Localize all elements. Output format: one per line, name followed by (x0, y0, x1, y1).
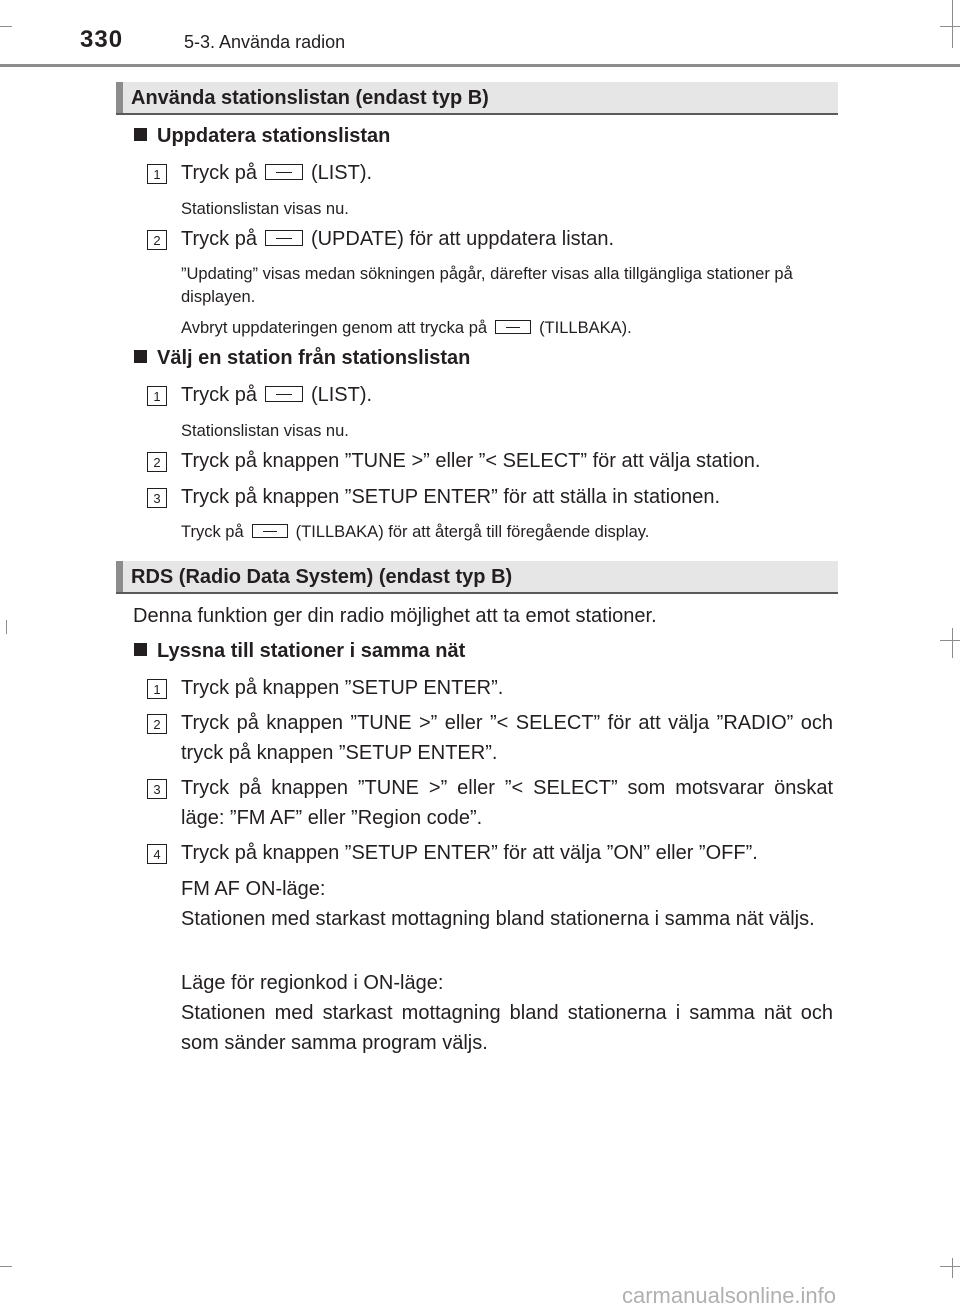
watermark: carmanualsonline.info (622, 1283, 837, 1308)
step-number: 1 (147, 386, 167, 406)
step-text: Tryck på (LIST). (181, 162, 373, 184)
subheading-update-list: Uppdatera stationslistan (134, 125, 390, 148)
crop-mark (952, 1258, 953, 1278)
update-button-icon (265, 230, 303, 246)
section-accent (116, 82, 123, 113)
bullet-square-icon (134, 350, 147, 363)
crop-mark (6, 620, 7, 634)
mode-description-fm-af: FM AF ON-läge: Stationen med starkast mottagning bland stationerna i samma nät väljs. (181, 878, 815, 930)
crop-mark (0, 1266, 12, 1267)
step-text: Tryck på knappen ”SETUP ENTER” för att välja ”ON” eller ”OFF”. (181, 842, 758, 864)
section-bar-station-list (116, 82, 838, 115)
step-note: Avbryt uppdateringen genom att trycka på (TILLBAKA). (181, 319, 632, 337)
section-bar-rds (116, 561, 838, 594)
step-number: 1 (147, 679, 167, 699)
step-note: Stationslistan visas nu. (181, 422, 349, 440)
bullet-square-icon (134, 128, 147, 141)
chapter-title: 5-3. Använda radion (184, 32, 346, 52)
step-note: ”Updating” visas medan sökningen pågår, därefter visas alla tillgängliga stationer på displayen. (181, 265, 793, 306)
crop-mark (940, 1266, 960, 1267)
crop-mark (952, 0, 953, 48)
crop-mark (0, 26, 12, 27)
step-note: Stationslistan visas nu. (181, 200, 349, 218)
step-number: 2 (147, 230, 167, 250)
subheading-same-network: Lyssna till stationer i samma nät (134, 640, 465, 663)
back-button-icon (252, 524, 288, 538)
crop-mark (940, 640, 960, 641)
section-title: RDS (Radio Data System) (endast typ B) (131, 566, 513, 588)
back-button-icon (495, 320, 531, 334)
crop-mark (952, 628, 953, 658)
header-rule (0, 64, 960, 67)
step-text: Tryck på knappen ”SETUP ENTER” för att ställa in stationen. (181, 486, 721, 508)
bullet-square-icon (134, 643, 147, 656)
page-number: 330 (80, 26, 124, 53)
step-number: 3 (147, 488, 167, 508)
step-number: 2 (147, 452, 167, 472)
step-text: Tryck på (UPDATE) för att uppdatera listan. (181, 228, 615, 250)
mode-description-region: Läge för regionkod i ON-läge: Stationen med starkast mottagning bland stationerna i samma nät och som sänder samma program väljs. (181, 972, 833, 1054)
section-title: Använda stationslistan (endast typ B) (131, 87, 489, 109)
step-text: Tryck på knappen ”SETUP ENTER”. (181, 677, 504, 699)
step-number: 1 (147, 164, 167, 184)
section-accent (116, 561, 123, 592)
step-text: Tryck på knappen ”TUNE >” eller ”< SELECT” för att välja station. (181, 450, 761, 472)
step-note: Tryck på (TILLBAKA) för att återgå till föregående display. (181, 523, 650, 541)
step-number: 4 (147, 844, 167, 864)
step-text: Tryck på knappen ”TUNE >” eller ”< SELECT” som motsvarar önskat läge: ”FM AF” eller ”Region code”. (181, 777, 833, 829)
subheading-select-station: Välj en station från stationslistan (134, 347, 470, 370)
section-intro: Denna funktion ger din radio möjlighet att ta emot stationer. (133, 605, 657, 627)
step-text: Tryck på (LIST). (181, 384, 373, 406)
list-button-icon (265, 386, 303, 402)
step-text: Tryck på knappen ”TUNE >” eller ”< SELECT” för att välja ”RADIO” och tryck på knappen ”SETUP ENTER”. (181, 712, 833, 764)
crop-mark (940, 26, 960, 27)
list-button-icon (265, 164, 303, 180)
step-number: 2 (147, 714, 167, 734)
step-number: 3 (147, 779, 167, 799)
